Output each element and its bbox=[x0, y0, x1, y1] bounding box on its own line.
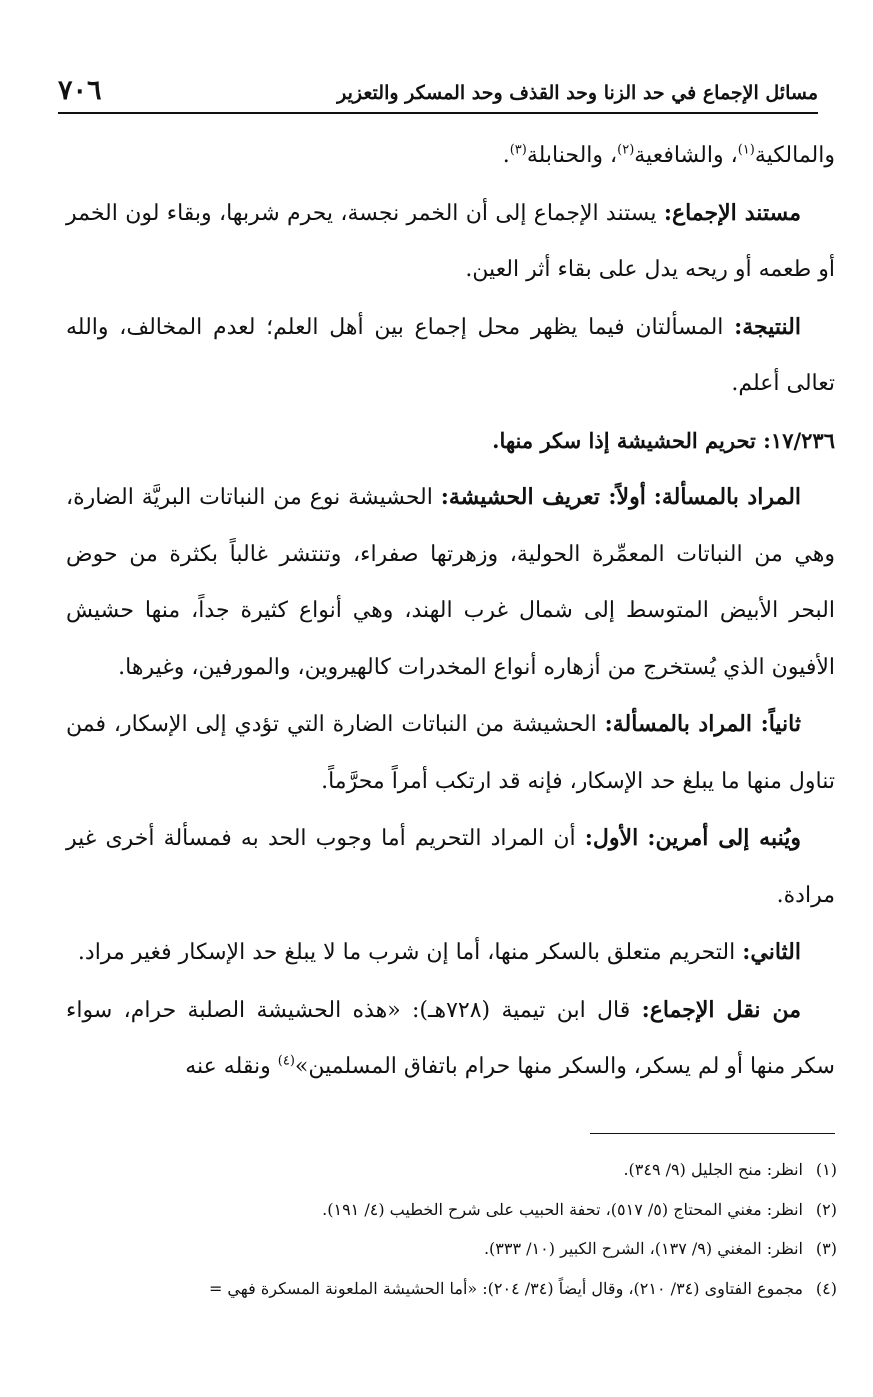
paragraph-ijma-basis bbox=[66, 185, 835, 299]
footnote-text: انظر: المغني (٩/ ١٣٧)، الشرح الكبير (١٠/ ٣٣٣). bbox=[483, 1239, 803, 1258]
footnote-ref-3[interactable]: (٣) bbox=[509, 142, 527, 158]
footnotes bbox=[66, 1150, 837, 1308]
footnote bbox=[66, 1229, 837, 1269]
footnote-text: انظر: مغني المحتاج (٥/ ٥١٧)، تحفة الحبيب على شرح الخطيب (٤/ ١٩١). bbox=[322, 1199, 803, 1219]
text-run bbox=[638, 826, 647, 851]
label-result: النتيجة: bbox=[734, 313, 801, 340]
label-ijma-basis: مستند الإجماع: bbox=[663, 199, 801, 226]
text-ijma-transmission: قال ابن تيمية (٧٢٨هـ): «هذه الحشيشة الصلبة حرام، سواء سكر منها أو لم يسكر، والسكر منها حرام باتفاق المسلمين» bbox=[66, 997, 835, 1079]
footnote-number: (١) bbox=[815, 1160, 837, 1179]
footnote bbox=[66, 1190, 837, 1230]
footnote-number: (٢) bbox=[815, 1199, 837, 1219]
text-run: والمالكية bbox=[754, 143, 835, 168]
footnote-ref-2[interactable]: (٢) bbox=[617, 142, 635, 158]
footnote bbox=[66, 1269, 837, 1309]
text-first-note: أن المراد التحريم أما وجوب الحد به فمسألة أخرى غير مرادة. bbox=[66, 826, 835, 908]
footnote-separator bbox=[590, 1133, 835, 1134]
label-first-note: الأول: bbox=[584, 825, 639, 851]
footnote-number: (٤) bbox=[815, 1278, 837, 1298]
text-run: ، والحنابلة bbox=[526, 143, 618, 168]
text-run: ونقله عنه bbox=[185, 1054, 278, 1079]
paragraph-second-note bbox=[66, 924, 835, 982]
main-text bbox=[66, 128, 835, 1096]
footnote-number: (٣) bbox=[815, 1239, 837, 1258]
text-run bbox=[646, 485, 654, 510]
text-second-note: التحريم متعلق بالسكر منها، أما إن شرب ما لا يبلغ حد الإسكار فغير مراد. bbox=[77, 940, 743, 965]
label-two-notes: ويُنبه إلى أمرين: bbox=[647, 825, 802, 851]
paragraph-ijma-transmission bbox=[66, 982, 835, 1096]
paragraph-two-notes bbox=[66, 810, 835, 924]
text-run: ، والشافعية bbox=[634, 143, 738, 168]
page-number: ٧٠٦ bbox=[58, 75, 102, 106]
paragraph-result bbox=[66, 299, 835, 413]
footnote-text: انظر: منح الجليل (٩/ ٣٤٩). bbox=[623, 1160, 803, 1179]
paragraph-second-meaning bbox=[66, 696, 835, 810]
label-intended-meaning: المراد بالمسألة: bbox=[653, 484, 802, 510]
label-second-note: الثاني: bbox=[742, 939, 801, 965]
text-definition: الحشيشة نوع من النباتات البريَّة الضارة، وهي من النباتات المعمِّرة الحولية، وزهرتها صفراء، وتنتشر غالباً بكثرة من حوض البحر الأبيض المتوسط إلى شمال غرب الهند، وهي أنواع كثيرة جداً، منها حشيش الأفيون الذي يُستخرج من أزهاره أنواع المخدرات كالهيروين، والمورفين، وغيرها. bbox=[66, 485, 835, 680]
running-title: مسائل الإجماع في حد الزنا وحد القذف وحد المسكر والتعزير bbox=[337, 82, 818, 104]
text-result: المسألتان فيما يظهر محل إجماع بين أهل العلم؛ لعدم المخالف، والله تعالى أعلم. bbox=[66, 314, 835, 396]
footnote bbox=[66, 1150, 837, 1190]
label-ijma-transmission: من نقل الإجماع: bbox=[641, 996, 801, 1023]
paragraph-definition bbox=[66, 469, 835, 696]
footnote-ref-4[interactable]: (٤) bbox=[277, 1053, 295, 1069]
text-run: . bbox=[502, 143, 510, 168]
footnote-text: مجموع الفتاوى (٣٤/ ٢١٠)، وقال أيضاً (٣٤/ ٢٠٤): «أما الحشيشة الملعونة المسكرة فهي = bbox=[208, 1278, 803, 1298]
text-second-meaning: الحشيشة من النباتات الضارة التي تؤدي إلى الإسكار، فمن تناول منها ما يبلغ حد الإسكار، فإنه قد ارتكب أمراً محرَّماً. bbox=[66, 712, 835, 794]
label-first-definition: أولاً: تعريف الحشيشة: bbox=[440, 484, 646, 510]
label-second-meaning: ثانياً: المراد بالمسألة: bbox=[604, 711, 801, 737]
text-ijma-basis: يستند الإجماع إلى أن الخمر نجسة، يحرم شربها، وبقاء لون الخمر أو طعمه أو ريحه يدل على بقاء أثر العين. bbox=[66, 200, 835, 282]
page-header bbox=[58, 60, 818, 114]
paragraph-madhhab-list bbox=[66, 128, 835, 185]
footnote-ref-1[interactable]: (١) bbox=[737, 142, 755, 158]
section-heading: ١٧/٢٣٦: تحريم الحشيشة إذا سكر منها. bbox=[492, 427, 835, 453]
